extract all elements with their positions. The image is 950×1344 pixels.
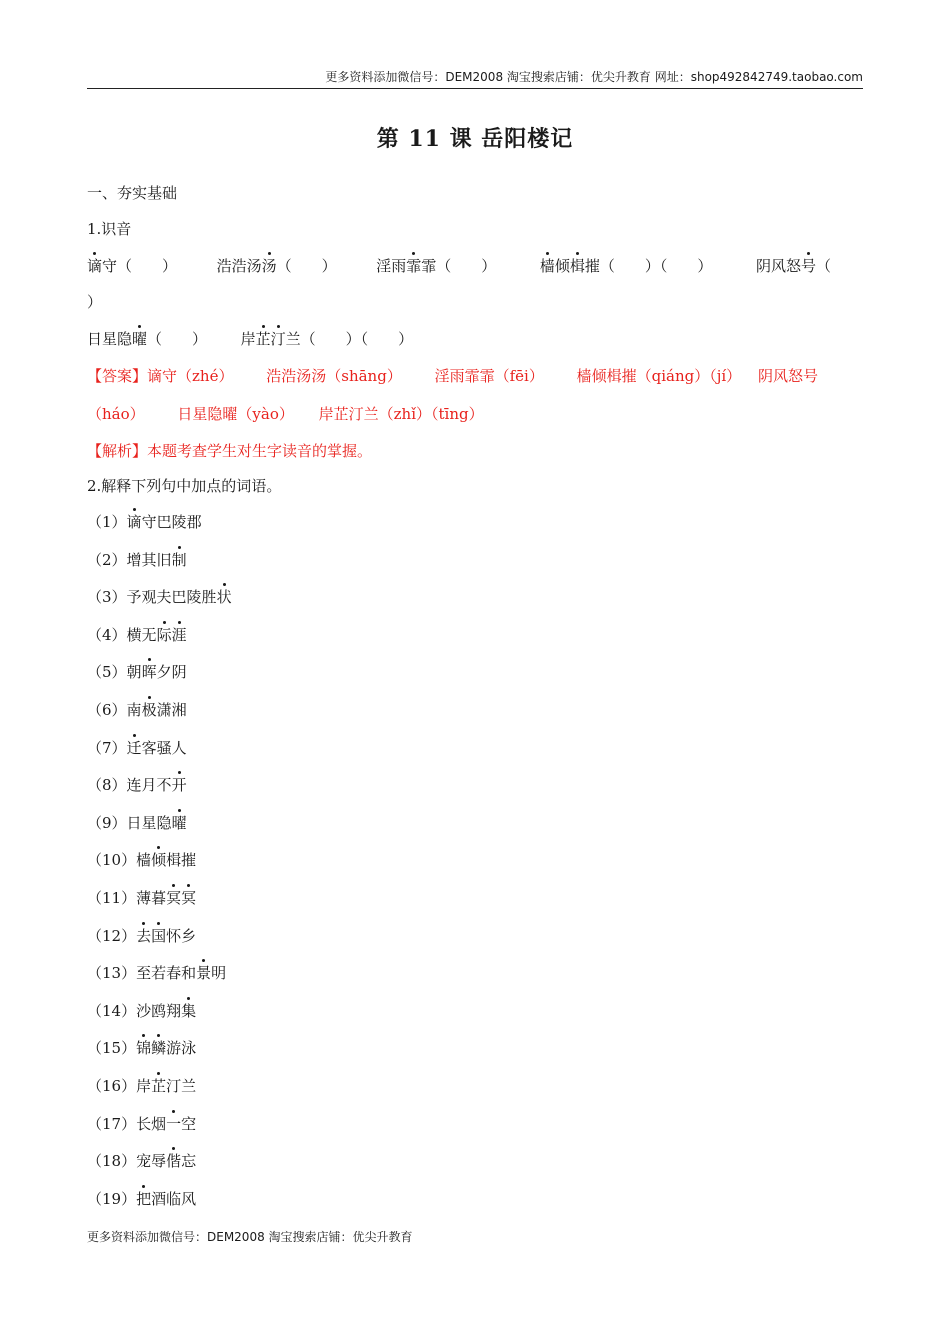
item-text: 怀乡 (166, 926, 197, 945)
dotted-char: 汀 (270, 330, 286, 348)
question-2-label: 2.解释下列句中加点的词语。 (87, 477, 282, 495)
item-text: 连月不 (126, 776, 172, 795)
analysis-label: 【解析】 (87, 442, 148, 460)
dotted-char: 晖 (141, 663, 157, 682)
item-number: （6） (87, 701, 127, 719)
dotted-char (166, 1115, 181, 1133)
item-text: 倾 (554, 257, 570, 275)
answer-item: 岸芷汀兰（zhǐ）（tīng） (318, 405, 484, 423)
list-item (87, 587, 232, 607)
item-text: 汀兰 (166, 1077, 197, 1095)
page-footer (87, 1227, 413, 1247)
dotted-char (127, 513, 142, 531)
item-text: 淫雨 (376, 257, 407, 275)
answer-label: 【答案】 (87, 367, 148, 385)
dotted-char: 鳞 (151, 1039, 167, 1058)
header-text: 更多资料添加微信号：DEM2008 淘宝搜索店铺：优尖升教育 网址：shop492842749.taobao.com (325, 70, 863, 84)
dotted-char: 涯 (171, 625, 187, 644)
item-number: （2） (87, 550, 127, 569)
dotted-char: 芷 (255, 330, 271, 348)
item-text: 游泳 (166, 1039, 197, 1058)
dotted-char (151, 851, 166, 869)
dotted-char (142, 663, 157, 681)
answer-item: 淫雨霏霏（fēi） (434, 367, 544, 385)
dotted-char (172, 776, 187, 794)
dotted-char (136, 927, 166, 945)
dotted-char: 谪 (126, 513, 142, 531)
list-item (87, 625, 187, 645)
item-text: 忘 (181, 1152, 197, 1171)
list-item (87, 888, 196, 908)
item-number: （14） (87, 1001, 137, 1020)
dotted-char: 冥 (181, 889, 197, 907)
dotted-char: 谪 (87, 257, 103, 275)
item-number: （18） (87, 1152, 137, 1171)
item-number: （3） (87, 588, 127, 607)
answer-item: （háo） (87, 405, 145, 423)
list-item (87, 813, 187, 833)
list-item (87, 738, 187, 758)
dotted-char (172, 814, 187, 832)
answer-line-2 (87, 404, 484, 424)
item-text: 客骚人 (141, 738, 187, 757)
dotted-char: 倾 (151, 851, 167, 870)
list-item (87, 1151, 196, 1171)
dotted-char: 去 (136, 926, 152, 945)
list-item (87, 1114, 196, 1134)
item-text: 浩浩汤 (216, 257, 262, 275)
item-text: 南 (126, 701, 142, 719)
dotted-char (151, 1077, 166, 1095)
item-text: 日星隐 (126, 813, 172, 832)
list-item (87, 662, 187, 682)
dotted-char: 汤 (261, 257, 277, 275)
blank-text: 守（ ） (102, 257, 178, 275)
list-item (87, 1076, 196, 1096)
dotted-char: 芷 (151, 1077, 167, 1095)
answer-item: 阴风怒号 (757, 367, 818, 385)
item-text: 增其旧 (126, 550, 172, 569)
dotted-char: 际 (156, 625, 172, 644)
dotted-char: 曜 (171, 813, 187, 832)
item-number: （5） (87, 663, 127, 682)
dotted-char (166, 1152, 181, 1170)
dotted-char: 景 (196, 964, 212, 983)
item-text: 朝 (126, 663, 142, 682)
item-number: （7） (87, 738, 127, 757)
answer-line-1 (87, 366, 818, 386)
item-number: （8） (87, 776, 127, 795)
analysis-line (87, 441, 372, 461)
item-number: （19） (87, 1189, 137, 1208)
question-1-items-line1 (87, 256, 831, 276)
dotted-char (142, 701, 157, 719)
footer-text: 更多资料添加微信号：DEM2008 淘宝搜索店铺：优尖升教育 (87, 1230, 413, 1244)
list-item (87, 926, 196, 946)
dotted-char: 冥 (166, 889, 182, 907)
question-1-wrap: ） (87, 293, 103, 311)
dotted-char (136, 1039, 166, 1057)
list-item (87, 550, 187, 570)
list-item (87, 1189, 196, 1209)
item-number: （13） (87, 964, 137, 983)
list-item (87, 963, 226, 983)
item-number: （15） (87, 1039, 137, 1058)
answer-item: 浩浩汤汤（shāng） (266, 367, 402, 385)
blank-text: （ (815, 257, 831, 275)
dotted-char (157, 626, 187, 644)
blank-text: 霏（ ） (421, 257, 497, 275)
item-number: （17） (87, 1114, 137, 1133)
item-text: 酒临风 (151, 1189, 197, 1208)
dotted-char (217, 588, 232, 606)
question-1-label: 1.识音 (87, 220, 132, 238)
dotted-char: 极 (141, 701, 157, 719)
dotted-char: 曜 (132, 330, 148, 348)
list-item (87, 700, 187, 720)
list-item (87, 1001, 196, 1021)
dotted-char: 开 (171, 776, 187, 795)
dotted-char (196, 964, 211, 982)
dotted-char: 霏 (406, 257, 422, 275)
analysis-text: 本题考查学生对生字读音的掌握。 (147, 442, 373, 460)
blank-text: （ ） (276, 257, 337, 275)
item-text: 至若春和 (136, 964, 197, 983)
dotted-char: 号 (800, 257, 816, 275)
question-1-items-line2 (87, 329, 413, 349)
dotted-char: 制 (171, 550, 187, 569)
item-text: 宠辱 (136, 1152, 167, 1171)
item-text: 长烟 (136, 1114, 167, 1133)
item-number: （11） (87, 889, 137, 907)
item-text: 明 (211, 964, 227, 983)
page-header (87, 66, 863, 89)
item-number: （10） (87, 851, 137, 870)
section-heading: 一、夯实基础 (87, 184, 178, 202)
dotted-char: 集 (181, 1001, 197, 1020)
item-text: 予观夫巴陵胜 (126, 588, 217, 607)
blank-text: 摧（ ）（ ） (584, 257, 713, 275)
dotted-char (172, 551, 187, 569)
item-text: 樯 (136, 851, 152, 870)
answer-item: 樯倾楫摧（qiáng）（jí） (576, 367, 742, 385)
answer-item: 谪守（zhé） (147, 367, 234, 385)
item-number: （9） (87, 813, 127, 832)
item-text: 夕阴 (156, 663, 187, 682)
page-title: 第 11 课 岳阳楼记 (376, 126, 574, 152)
dotted-char: 迁 (126, 738, 142, 757)
dotted-char: 楫 (569, 257, 585, 275)
blank-text: （ ） (147, 330, 208, 348)
answer-item: 日星隐曜（yào） (177, 405, 294, 423)
item-text: 日星隐 (87, 330, 133, 348)
dotted-char: 樯 (539, 257, 555, 275)
item-text: 岸 (240, 330, 256, 348)
dotted-char: 锦 (136, 1039, 152, 1058)
dotted-char: 国 (151, 926, 167, 945)
dotted-char (127, 739, 142, 757)
list-item (87, 512, 202, 532)
item-text: 空 (181, 1114, 197, 1133)
dotted-char (181, 1002, 196, 1020)
item-text: 横无 (126, 625, 157, 644)
item-text: 守巴陵郡 (141, 513, 202, 531)
item-text: 薄暮 (136, 889, 167, 907)
item-text: 楫摧 (166, 851, 197, 870)
blank-text: 兰（ ）（ ） (285, 330, 414, 348)
list-item (87, 850, 196, 870)
list-item (87, 775, 187, 795)
item-text: 岸 (136, 1077, 152, 1095)
dotted-char (166, 889, 196, 907)
item-number: （12） (87, 926, 137, 945)
item-number: （1） (87, 513, 127, 531)
item-text: 阴风怒 (755, 257, 801, 275)
dotted-char: 偕 (166, 1152, 182, 1171)
dotted-char: 状 (216, 588, 232, 607)
dotted-char (136, 1190, 151, 1208)
item-number: （16） (87, 1077, 137, 1095)
item-number: （4） (87, 625, 127, 644)
item-text: 潇湘 (156, 701, 187, 719)
dotted-char: 一 (166, 1114, 182, 1133)
dotted-char: 把 (136, 1189, 152, 1208)
item-text: 沙鸥翔 (136, 1001, 182, 1020)
list-item (87, 1038, 196, 1058)
